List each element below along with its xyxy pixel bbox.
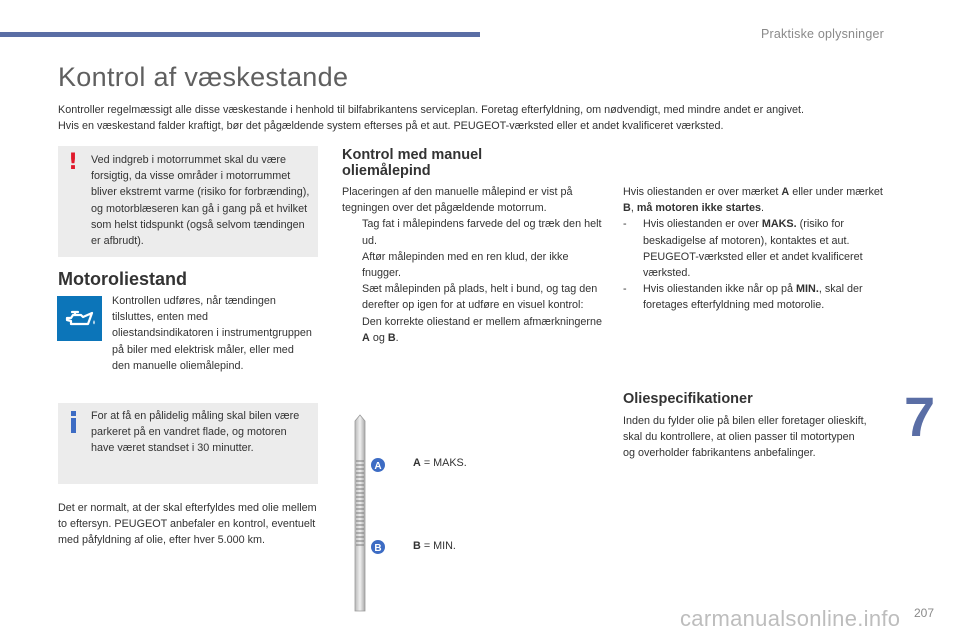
manual-heading [342, 147, 542, 179]
manual-intro: Placeringen af den manuelle målepind er vist på tegningen over det pågældende motorrum. [342, 186, 573, 215]
warning-box [58, 146, 318, 257]
label-max: A = MAKS. [413, 457, 467, 469]
motor-text: Kontrollen udføres, når tændingen tilsluttes, enten med oliestandsindikatoren i instrumentgruppen på biler med elektrisk måler, eller med den manuelle oliemålepind. [112, 295, 312, 372]
list-item: Tag fat i målepindens farvede del og træk den helt ud. [362, 218, 602, 247]
info-icon [71, 411, 76, 433]
info-box [58, 403, 318, 484]
list-item: - Hvis oliestanden er over MAKS. (risiko for beskadigelse af motoren), kontaktes et aut. PEUGEOT-værksted eller et andet kvalificeret værksted. [623, 218, 863, 280]
manual-instructions [342, 184, 604, 346]
intro-line-2: Hvis en væskestand falder kraftigt, bør det pågældende system efterses på et aut. PEUGEOT-værksted eller et andet kvalificeret værksted. [58, 120, 724, 132]
marker-a: A [374, 461, 382, 472]
manual-steps [342, 216, 604, 346]
page-title: Kontrol af væskestande [58, 62, 349, 92]
oil-can-icon [57, 296, 102, 341]
spec-text: Inden du fylder olie på bilen eller foretager olieskift, skal du kontrollere, at olien passer til motortypen og overholder fabrikantens anbefalinger. [623, 415, 867, 460]
oil-level-rules [623, 184, 885, 314]
level-list [623, 216, 885, 313]
page-number: 207 [913, 606, 934, 620]
watermark: carmanualsonline.info [680, 606, 901, 631]
intro-line-1: Kontroller regelmæssigt alle disse væskestande i henhold til bilfabrikantens serviceplan. Foretag efterfyldning, om nødvendigt, med mindre andet er angivet. [58, 104, 804, 116]
chapter-number: 7 [904, 385, 936, 448]
dipstick-icon [350, 413, 395, 613]
list-item: Aftør målepinden med en ren klud, der ikke fnugger. [362, 250, 569, 280]
refill-note: Det er normalt, at der skal efterfyldes med olie mellem to eftersyn. PEUGEOT anbefaler en kontrol, eventuelt med påfyldning af olie, efter hver 5.000 km. [58, 502, 317, 547]
manual-heading-line-1: Kontrol med manuel [342, 147, 483, 163]
info-text: For at få en pålidelig måling skal bilen være parkeret på en vandret flade, og motoren have været standset i 30 minutter. [91, 410, 300, 455]
warning-text: Ved indgreb i motorrummet skal du være forsigtig, da visse områder i motorrummet bliver ekstremt varme (risiko for forbrænding), og motorblæseren kan gå i gang på et hvilket som helst tidspunkt (også selvom tændingen er afbrudt). [91, 154, 310, 248]
exclamation-icon: ! [68, 150, 79, 175]
spec-heading: Oliespecifikationer [623, 391, 753, 407]
list-item: Sæt målepinden på plads, helt i bund, og tag den derefter op igen for at udføre en visuel kontrol: Den korrekte oliestand er mellem afmærkningerne A og B. [362, 283, 603, 344]
label-min: B = MIN. [413, 540, 456, 552]
manual-heading-line-2: oliemålepind [342, 163, 431, 179]
header-bar [0, 32, 480, 37]
motor-heading: Motoroliestand [58, 269, 187, 289]
list-item: - Hvis oliestanden ikke når op på MIN., skal der foretages efterfyldning med motorolie. [623, 283, 863, 312]
level-intro: Hvis oliestanden er over mærket A eller under mærket B, må motoren ikke startes. [623, 186, 883, 215]
section-title: Praktiske oplysninger [760, 27, 884, 41]
intro-text [58, 102, 888, 134]
marker-b: B [374, 543, 382, 554]
